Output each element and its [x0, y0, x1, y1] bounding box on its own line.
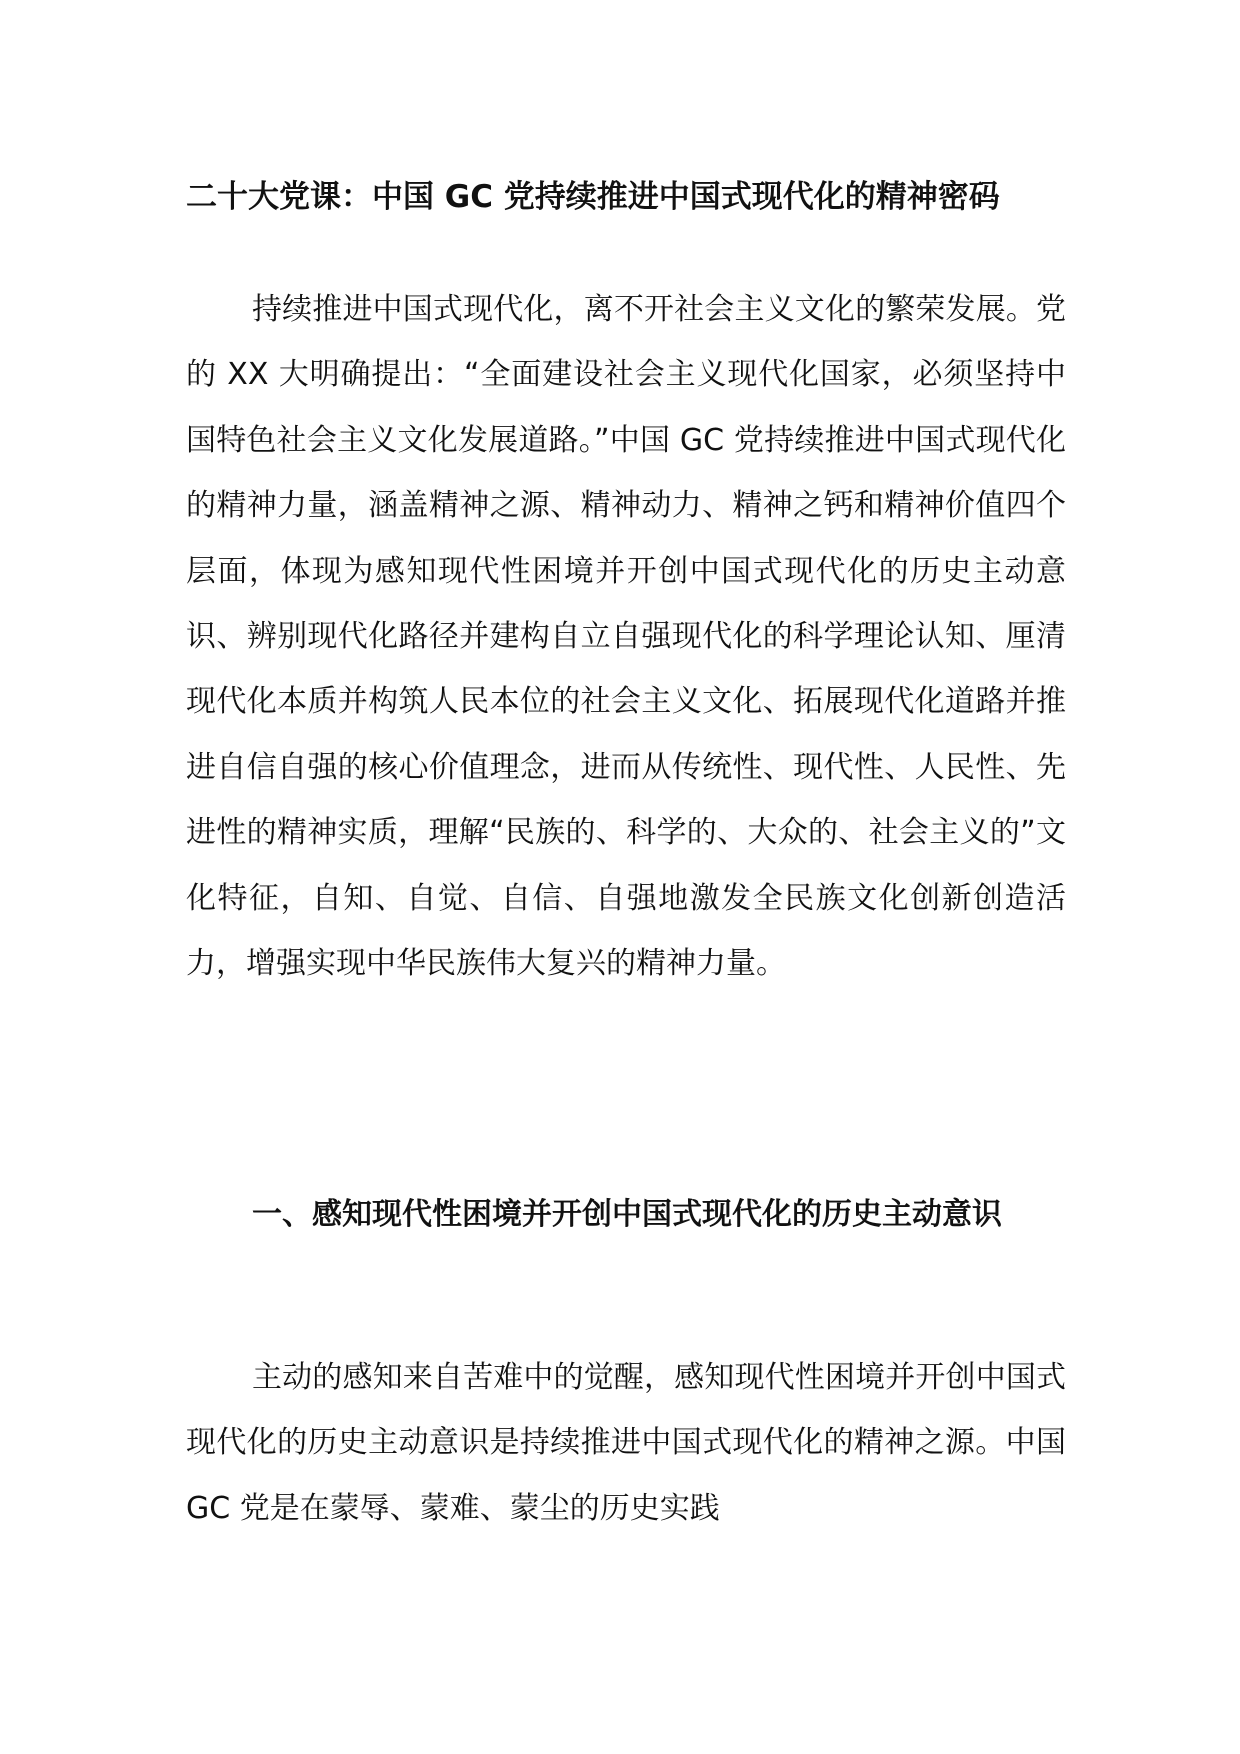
section-paragraph: 主动的感知来自苦难中的觉醒，感知现代性困境并开创中国式现代化的历史主动意识是持续推进中国式现代化的精神之源。中国 GC 党是在蒙辱、蒙难、蒙尘的历史实践	[186, 1360, 1066, 1526]
document-title: 二十大党课：中国 GC 党持续推进中国式现代化的精神密码	[186, 179, 1000, 215]
section-heading: 一、感知现代性困境并开创中国式现代化的历史主动意识	[252, 1197, 1002, 1232]
intro-paragraph: 持续推进中国式现代化，离不开社会主义文化的繁荣发展。党的 XX 大明确提出：“全面建设社会主义现代化国家，必须坚持中国特色社会主义文化发展道路。”中国 GC 党持续推进中国式现代化的精神力量，涵盖精神之源、精神动力、精神之钙和精神价值四个层面，体现为感知现代性困境并开创中国式现代化的历史主动意识、辨别现代化路径并建构自立自强现代化的科学理论认知、厘清现代化本质并构筑人民本位的社会主义文化、拓展现代化道路并推进自信自强的核心价值理念，进而从传统性、现代性、人民性、先进性的精神实质，理解“民族的、科学的、大众的、社会主义的”文化特征，自知、自觉、自信、自强地激发全民族文化创新创造活力，增强实现中华民族伟大复兴的精神力量。	[186, 292, 1066, 982]
